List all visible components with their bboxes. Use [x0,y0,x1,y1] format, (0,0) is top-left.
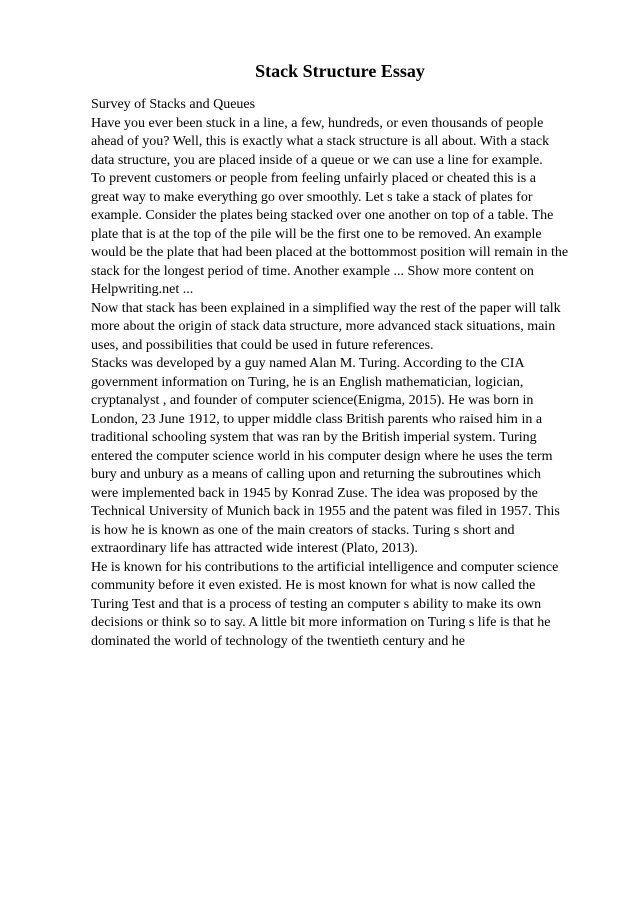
text-line: government information on Turing, he is an English mathematician, logician, [91,374,524,390]
text-line: would be the plate that had been placed at the bottommost position will remain in the [91,245,569,260]
text-line: Technical University of Munich back in 1955 and the patent was filed in 1957. This [91,504,560,519]
text-line: stack for the longest period of time. Another example ... Show more content on [91,263,534,279]
text-line: He is known for his contributions to the artificial intelligence and computer science [91,559,559,575]
text-line: community before it even existed. He is most known for what is now called the [91,578,536,593]
text-line: is how he is known as one of the main creators of stacks. Turing s short and [91,522,515,538]
text-line: bury and unbury as a means of calling upon and returning the subroutines which [91,467,541,482]
text-line: Helpwriting.net ... [91,282,194,297]
text-line: extraordinary life has attracted wide interest (Plato, 2013). [91,541,418,556]
text-line: To prevent customers or people from feeling unfairly placed or cheated this is a [91,171,536,186]
text-line: cryptanalyst , and founder of computer science(Enigma, 2015). He was born in [91,393,534,408]
text-line: Stacks was developed by a guy named Alan M. Turing. According to the CIA [91,356,525,371]
text-line: Have you ever been stuck in a line, a few, hundreds, or even thousands of people [91,115,544,131]
text-line: dominated the world of technology of the twentieth century and he [91,633,466,649]
text-line: Now that stack has been explained in a simplified way the rest of the paper will talk [91,300,561,316]
text-line: data structure, you are placed inside of a queue or we can use a line for example. [91,152,543,168]
text-line: Survey of Stacks and Queues [91,97,256,112]
text-line: were implemented back in 1945 by Konrad Zuse. The idea was proposed by the [91,485,538,501]
text-line: entered the computer science world in his computer design where he uses the term [91,448,553,464]
page-title: Stack Structure Essay [255,61,425,81]
text-line: great way to make everything go over smoothly. Let s take a stack of plates for [91,189,533,205]
text-line: decisions or think so to say. A little bit more information on Turing s life is that he [91,615,551,630]
text-line: traditional schooling system that was ran by the British imperial system. Turing [91,430,537,445]
text-line: ahead of you? Well, this is exactly what a stack structure is all about. With a stack [91,134,550,149]
document-body [91,96,591,651]
text-line: uses, and possibilities that could be used in future references. [91,337,434,353]
text-line: more about the origin of stack data structure, more advanced stack situations, main [91,319,556,334]
text-line: London, 23 June 1912, to upper middle class British parents who raised him in a [91,411,543,427]
text-line: Turing Test and that is a process of testing an computer s ability to make its own [91,596,542,612]
text-line: example. Consider the plates being stacked over one another on top of a table. The [91,208,554,223]
text-line: plate that is at the top of the pile will be the first one to be removed. An example [91,226,542,242]
